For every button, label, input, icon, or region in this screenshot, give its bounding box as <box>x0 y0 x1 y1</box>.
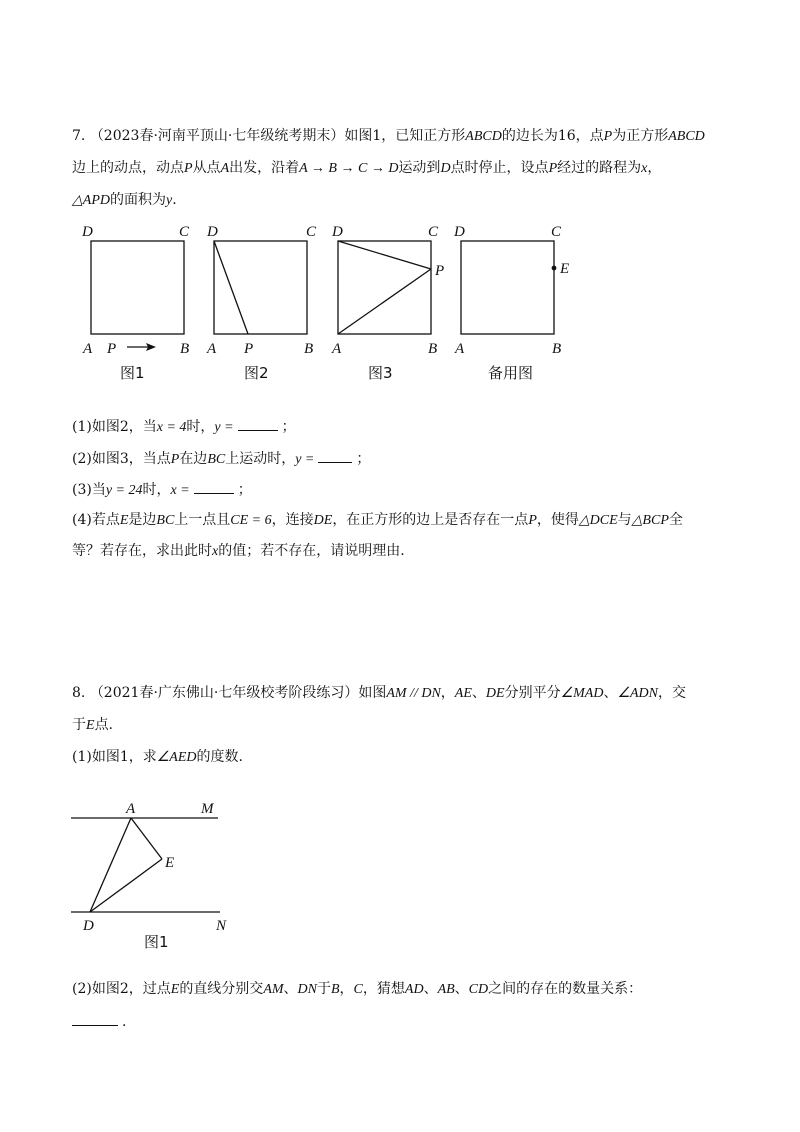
fig3-label-d: D <box>332 224 343 240</box>
q7-sub3: (3)当y = 24时，x = ； <box>72 479 252 501</box>
q7-line-2: 边上的动点，动点P从点A出发，沿着A → B → C → D运动到D点时停止，设点P经过的路程为x， <box>72 160 662 176</box>
fig4-label-d: D <box>454 224 465 240</box>
fig2-label-b: B <box>304 341 314 357</box>
fig1-caption: 图1 <box>120 364 145 382</box>
fig1-label-c: C <box>179 224 190 240</box>
fig3-label-c: C <box>428 224 439 240</box>
q7-sub2: (2)如图3，当点P在边BC上运动时，y = ； <box>72 448 370 470</box>
answer-blank-4[interactable] <box>72 1011 118 1026</box>
answer-blank-3[interactable] <box>194 479 234 494</box>
q8-sub1: (1)如图1，求∠AED的度数. <box>72 749 243 765</box>
answer-blank-1[interactable] <box>238 416 278 431</box>
q7-source: （2023春·河南平顶山·七年级统考期末） <box>89 128 345 144</box>
q8-figure <box>68 795 248 955</box>
fig1-label-b: B <box>180 341 190 357</box>
q8-line-2: 于E点. <box>72 717 114 733</box>
fig4-point-e <box>552 266 557 271</box>
fig4-label-a: A <box>455 341 465 357</box>
label-e: E <box>165 855 175 871</box>
fig2-label-d: D <box>207 224 218 240</box>
q7-sub4-line-2: 等？若存在，求出此时x的值；若不存在，请说明理由. <box>72 543 405 559</box>
fig1-label-d: D <box>82 224 93 240</box>
fig1-label-a: A <box>83 341 93 357</box>
q7-line-3: △APD的面积为y. <box>72 192 177 208</box>
label-a: A <box>126 801 136 817</box>
fig2-caption: 图2 <box>244 364 269 382</box>
q8-fig-caption: 图1 <box>144 933 169 951</box>
q7-figures <box>70 218 590 388</box>
answer-blank-2[interactable] <box>318 448 352 463</box>
q7-sub1: (1)如图2，当x = 4时，y = ； <box>72 416 296 438</box>
fig2-square <box>214 241 307 334</box>
q7-line-1: 7. （2023春·河南平顶山·七年级统考期末）如图1，已知正方形ABCD的边长为16，点P为正方形ABCD <box>72 128 705 144</box>
label-n: N <box>216 918 227 934</box>
fig2-label-a: A <box>207 341 217 357</box>
q8-sub2-answer: . <box>72 1011 126 1032</box>
fig4-label-c: C <box>551 224 562 240</box>
q7-number: 7. <box>72 128 86 144</box>
fig1-label-p: P <box>107 341 117 357</box>
segment-ad <box>90 818 131 912</box>
fig3-label-p: P <box>435 263 445 279</box>
fig4-label-b: B <box>552 341 562 357</box>
label-m: M <box>201 801 214 817</box>
q8-number: 8. <box>72 685 86 701</box>
fig3-segment-ap <box>338 269 431 334</box>
segment-ae <box>131 818 162 859</box>
q8-line-1: 8. （2021春·广东佛山·七年级校考阶段练习）如图AM // DN，AE、DE分别平分∠MAD、∠ADN，交 <box>72 685 687 701</box>
fig2-label-p: P <box>244 341 254 357</box>
fig3-caption: 图3 <box>368 364 393 382</box>
q7-sub4-line-1: (4)若点E是边BC上一点且CE = 6，连接DE，在正方形的边上是否存在一点P，使得△DCE与△BCP全 <box>72 512 683 528</box>
fig2-segment-dp <box>214 241 248 334</box>
fig4-square <box>461 241 554 334</box>
fig3-segment-dp <box>338 241 431 269</box>
q8-sub2: (2)如图2，过点E的直线分别交AM、DN于B，C，猜想AD、AB、CD之间的存在的数量关系： <box>72 981 643 997</box>
fig2-label-c: C <box>306 224 317 240</box>
fig3-label-b: B <box>428 341 438 357</box>
q8-source: （2021春·广东佛山·七年级校考阶段练习） <box>89 685 359 701</box>
fig1-square <box>91 241 184 334</box>
fig4-label-e: E <box>560 261 570 277</box>
segment-de <box>90 859 162 912</box>
fig4-caption: 备用图 <box>488 364 534 382</box>
fig3-label-a: A <box>332 341 342 357</box>
label-d: D <box>83 918 94 934</box>
